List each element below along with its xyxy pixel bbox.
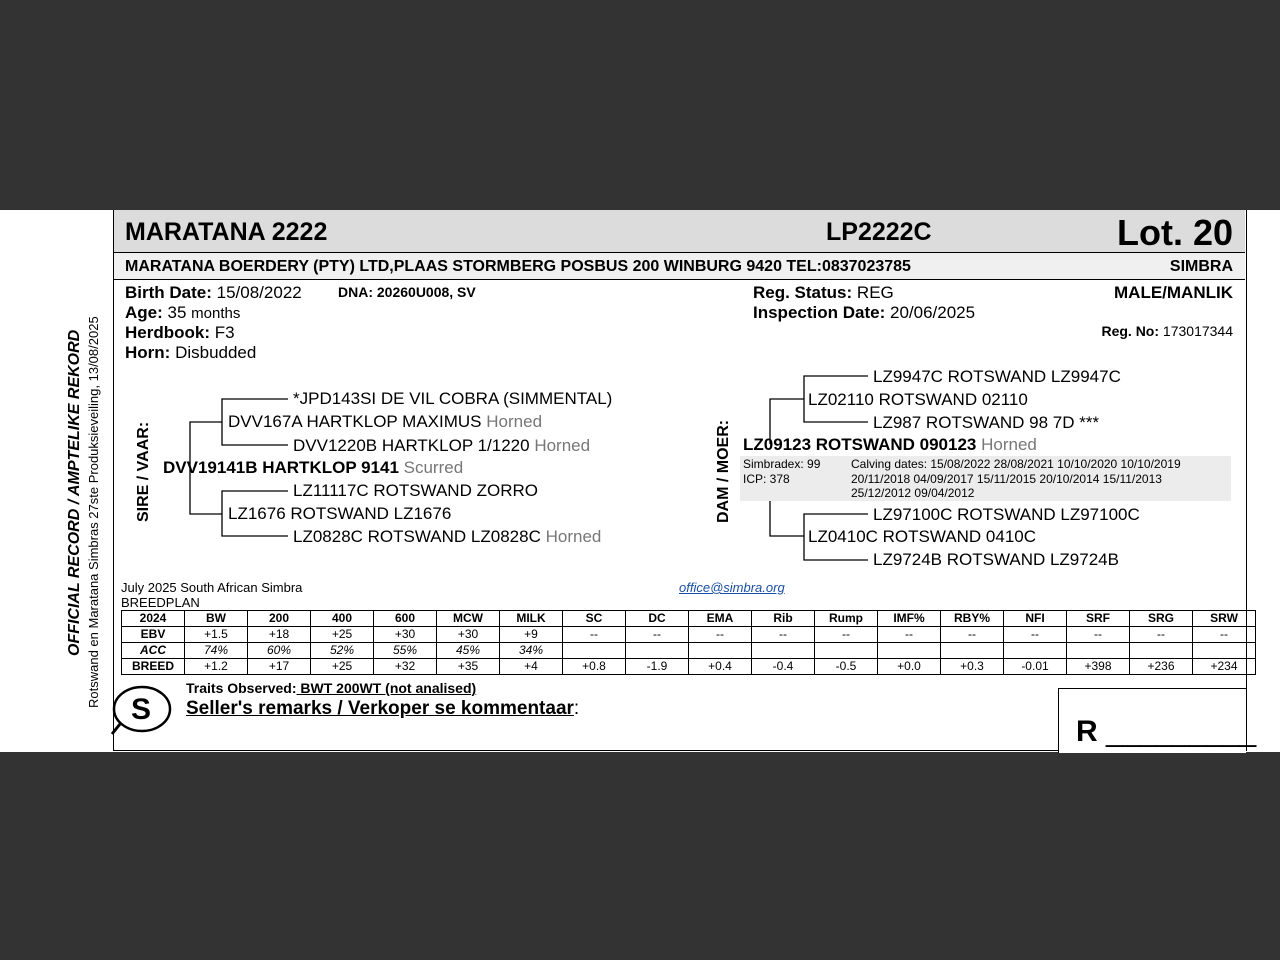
ebv-cell: +30 [374,627,437,643]
ebv-cell: 34% [500,643,563,659]
ebv-cell: -- [689,627,752,643]
ebv-cell: 60% [248,643,311,659]
dam-sire-sire: LZ9947C ROTSWAND LZ9947C [873,367,1121,386]
ebv-header-cell: SRW [1193,611,1256,627]
side-title: OFFICIAL RECORD / AMPTELIKE REKORD [66,329,83,656]
ebv-cell: -1.9 [626,659,689,675]
ebv-header-cell: NFI [1004,611,1067,627]
animal-name: MARATANA 2222 [125,218,328,246]
ebv-cell: 45% [437,643,500,659]
ebv-cell: +17 [248,659,311,675]
dam-dam-sire: LZ97100C ROTSWAND LZ97100C [873,505,1140,524]
simbradex: Simbradex: 99 [743,457,821,471]
breed-label: SIMBRA [1169,258,1233,275]
ebv-row-label: EBV [122,627,185,643]
dam-sire: LZ02110 ROTSWAND 02110 [808,390,1028,409]
lot-number: Lot. 20 [1116,212,1233,253]
calving-dates-1: Calving dates: 15/08/2022 28/08/2021 10/10/2020 10/10/2019 [851,457,1181,471]
ebv-header-cell: IMF% [878,611,941,627]
ebv-cell: +9 [500,627,563,643]
calving-dates-2: 20/11/2018 04/09/2017 15/11/2015 20/10/2014 15/11/2013 [851,472,1162,486]
ebv-cell: +236 [1130,659,1193,675]
ebv-header-cell: 200 [248,611,311,627]
ebv-cell: -- [626,627,689,643]
ebv-cell: +25 [311,627,374,643]
animal-id: LP2222C [826,218,932,246]
ebv-cell: -0.5 [815,659,878,675]
sire-dam: LZ1676 ROTSWAND LZ1676 [228,504,452,523]
ebv-header-cell: EMA [689,611,752,627]
ebv-cell: +1.2 [185,659,248,675]
breedplan-caption: July 2025 South African Simbra [121,580,303,595]
dna-info: DNA: 20260U008, SV [338,284,476,300]
ebv-cell: -- [815,627,878,643]
simbra-logo [0,210,1280,752]
ebv-cell: +4 [500,659,563,675]
ebv-cell: +0.4 [689,659,752,675]
ebv-header-cell: Rib [752,611,815,627]
ebv-cell: -- [1193,627,1256,643]
calving-dates-3: 25/12/2012 09/04/2012 [851,486,975,500]
sire-sire-dam: DVV1220B HARTKLOP 1/1220 Horned [293,436,591,455]
ebv-cell: +32 [374,659,437,675]
side-subtitle: Rotswand en Maratana Simbras 27ste Produksieveiling, 13/08/2025 [86,316,101,708]
ebv-header-cell: Rump [815,611,878,627]
sire-dam-dam: LZ0828C ROTSWAND LZ0828C Horned [293,527,602,546]
sire-name: DVV19141B HARTKLOP 9141 Scurred [163,458,464,477]
dam-name: LZ09123 ROTSWAND 090123 Horned [743,435,1037,454]
ebv-cell: -- [1067,627,1130,643]
dam-label: DAM / MOER: [715,419,732,523]
logo-letter: S [131,693,152,726]
dam-dam-dam: LZ9724B ROTSWAND LZ9724B [873,550,1119,569]
ebv-row-label: ACC [122,643,185,659]
ebv-cell: +398 [1067,659,1130,675]
birth-date: Birth Date: 15/08/2022 [125,283,302,302]
ebv-row-label: BREED [122,659,185,675]
traits-observed: Traits Observed: BWT 200WT (not analised) [186,680,477,696]
ebv-header-cell: MILK [500,611,563,627]
ebv-header-cell: SRF [1067,611,1130,627]
email-link[interactable]: office@simbra.org [679,580,785,595]
ebv-header-cell: 400 [311,611,374,627]
ebv-cell: +0.8 [563,659,626,675]
ebv-cell: -- [1004,627,1067,643]
lot-card [0,210,1280,752]
ebv-cell: -0.4 [752,659,815,675]
ebv-header-cell: 2024 [122,611,185,627]
ebv-cell: +1.5 [185,627,248,643]
ebv-header-cell: 600 [374,611,437,627]
sire-sire-sire: *JPD143SI DE VIL COBRA (SIMMENTAL) [293,389,613,408]
ebv-cell: 52% [311,643,374,659]
ebv-cell: +35 [437,659,500,675]
reg-status: Reg. Status: REG [753,283,894,302]
ebv-cell: +30 [437,627,500,643]
ebv-cell: -- [941,627,1004,643]
ebv-header-cell: RBY% [941,611,1004,627]
sellers-remarks: Seller's remarks / Verkoper se kommentaar: [186,698,580,719]
ebv-cell: -- [1130,627,1193,643]
dam-sire-dam: LZ987 ROTSWAND 98 7D *** [873,413,1100,432]
icp: ICP: 378 [743,472,790,486]
owner-line: MARATANA BOERDERY (PTY) LTD,PLAAS STORMBERG POSBUS 200 WINBURG 9420 TEL:0837023785 [125,258,911,275]
ebv-cell: -- [752,627,815,643]
ebv-header-cell: SC [563,611,626,627]
ebv-cell: +25 [311,659,374,675]
price-field[interactable]: R _________ [1076,715,1257,748]
sex: MALE/MANLIK [1114,283,1233,302]
sire-label: SIRE / VAAR: [135,421,152,522]
inspection-date: Inspection Date: 20/06/2025 [753,303,976,322]
ebv-cell: +0.3 [941,659,1004,675]
ebv-cell: +234 [1193,659,1256,675]
ebv-header-cell: BW [185,611,248,627]
ebv-header-cell: DC [626,611,689,627]
ebv-cell: +0.0 [878,659,941,675]
herdbook: Herdbook: F3 [125,323,235,342]
ebv-header-cell: MCW [437,611,500,627]
dam-dam: LZ0410C ROTSWAND 0410C [808,527,1037,546]
breedplan-label: BREEDPLAN [121,595,200,610]
sire-sire: DVV167A HARTKLOP MAXIMUS Horned [228,412,543,431]
age: Age: 35 months [125,303,241,322]
ebv-cell: 74% [185,643,248,659]
ebv-cell: -- [563,627,626,643]
ebv-header-cell: SRG [1130,611,1193,627]
ebv-cell: 55% [374,643,437,659]
reg-number: Reg. No: 173017344 [1101,323,1233,339]
horn-status: Horn: Disbudded [125,343,257,362]
ebv-cell: +18 [248,627,311,643]
ebv-cell: -0.01 [1004,659,1067,675]
ebv-cell: -- [878,627,941,643]
sire-dam-sire: LZ11117C ROTSWAND ZORRO [293,481,538,500]
